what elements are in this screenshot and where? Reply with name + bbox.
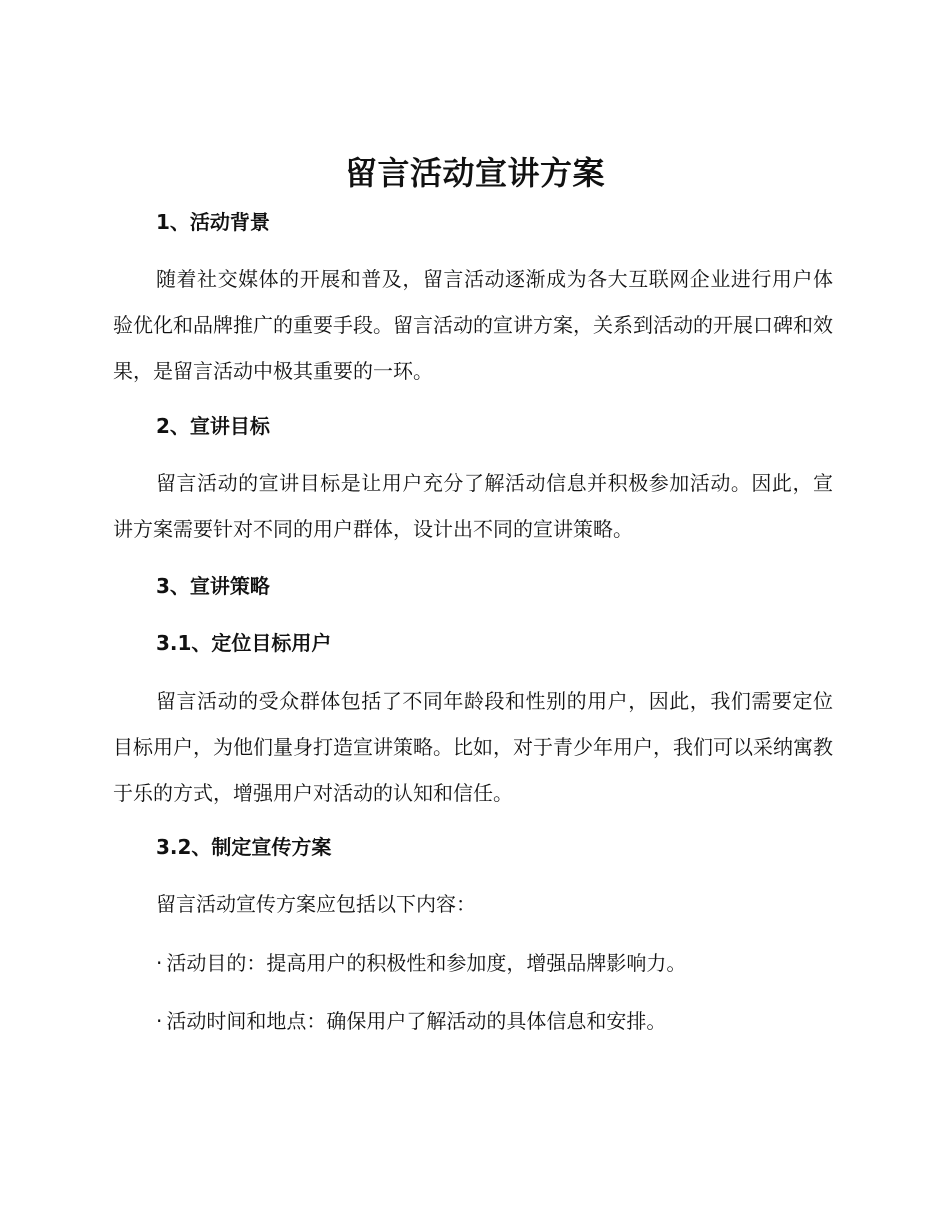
section-paragraph-target-users: 留言活动的受众群体包括了不同年龄段和性别的用户，因此，我们需要定位目标用户，为他们量身打造宣讲策略。比如，对于青少年用户，我们可以采纳寓教于乐的方式，增强用户对活动的认知和信任。 — [113, 689, 833, 805]
section-paragraph-goal: 留言活动的宣讲目标是让用户充分了解活动信息并积极参加活动。因此，宣讲方案需要针对不同的用户群体，设计出不同的宣讲策略。 — [113, 471, 833, 541]
section-heading-promotion-plan: 3.2、制定宣传方案 — [156, 835, 332, 859]
bullet-text: 活动目的：提高用户的积极性和参加度，增强品牌影响力。 — [166, 951, 687, 975]
section-paragraph-promotion-plan: 留言活动宣传方案应包括以下内容： — [156, 892, 476, 916]
section-paragraph-background: 随着社交媒体的开展和普及，留言活动逐渐成为各大互联网企业进行用户体验优化和品牌推广的重要手段。留言活动的宣讲方案，关系到活动的开展口碑和效果，是留言活动中极其重要的一环。 — [113, 267, 833, 383]
bullet-marker: · — [156, 951, 163, 975]
section-heading-background: 1、活动背景 — [156, 210, 270, 234]
bullet-item-purpose — [156, 950, 686, 976]
section-heading-target-users: 3.1、定位目标用户 — [156, 631, 332, 655]
section-heading-strategy: 3、宣讲策略 — [156, 574, 270, 598]
bullet-text: 活动时间和地点：确保用户了解活动的具体信息和安排。 — [166, 1009, 667, 1033]
page-title: 留言活动宣讲方案 — [344, 154, 605, 192]
bullet-item-time-place — [156, 1008, 666, 1034]
bullet-marker: · — [156, 1009, 163, 1033]
section-heading-goal: 2、宣讲目标 — [156, 414, 270, 438]
